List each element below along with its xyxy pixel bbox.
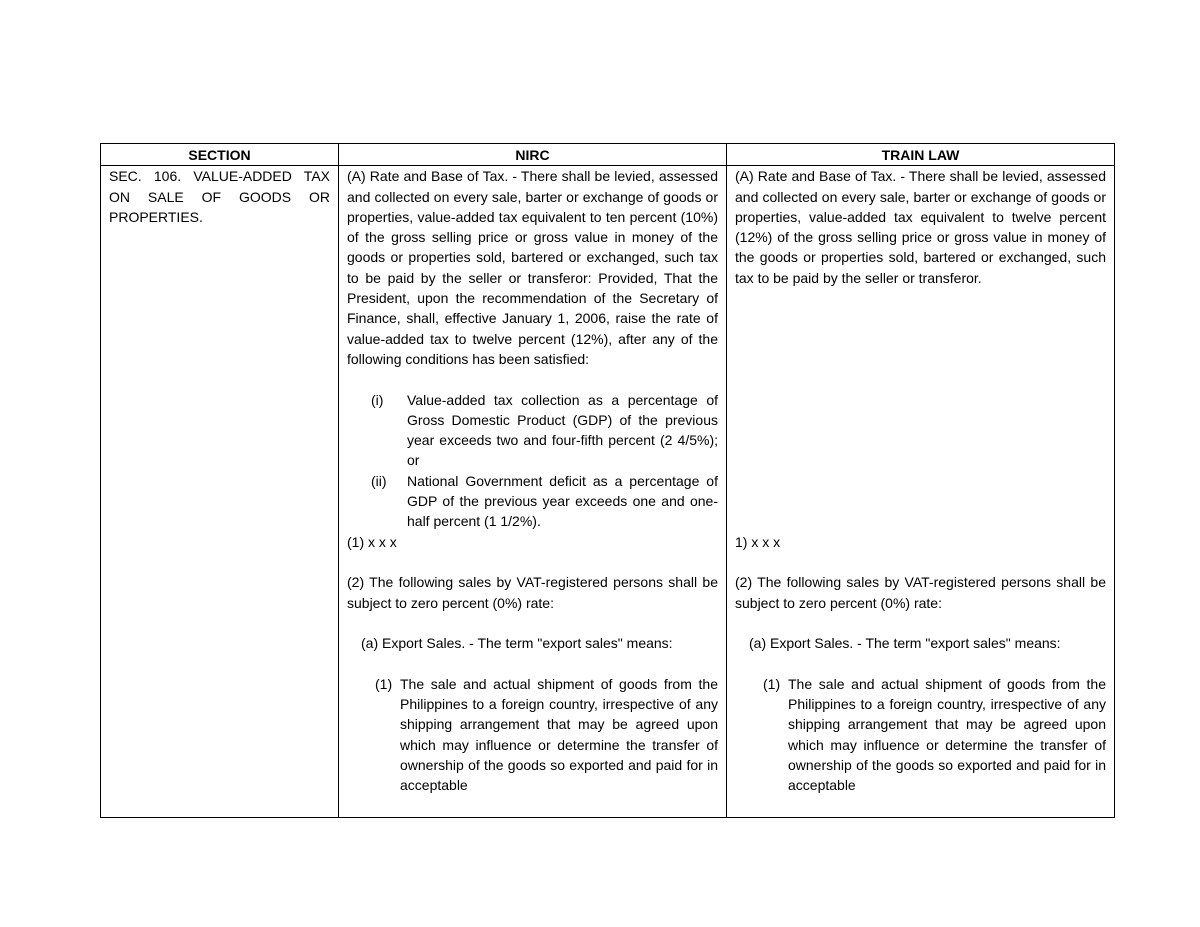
header-nirc: NIRC — [339, 144, 727, 166]
condition-text: National Government deficit as a percentage of GDP of the previous year exceeds one and one-half percent (1 1/2%). — [407, 472, 718, 530]
section-title: SEC. 106. VALUE-ADDED TAX ON SALE OF GOODS OR PROPERTIES. — [109, 168, 330, 225]
nirc-item-2: (2) The following sales by VAT-registered persons shall be subject to zero percent (0%) rate: — [347, 574, 718, 611]
train-export-item-1 — [763, 674, 1106, 796]
comparison-table — [100, 143, 1115, 818]
nirc-export-sales: (a) Export Sales. - The term "export sales" means: — [361, 635, 673, 652]
section-cell — [101, 166, 339, 818]
train-paragraph-a: (A) Rate and Base of Tax. - There shall be levied, assessed and collected on every sale, barter or exchange of goods or properties, value-added tax equivalent to twelve percent (12%) of the gross selling price or gross value in money of the goods or properties sold, bartered or exchanged, such tax to be paid by the seller or transferor. — [735, 168, 1106, 286]
nirc-cell — [339, 166, 727, 818]
train-item-2: (2) The following sales by VAT-registered persons shall be subject to zero percent (0%) rate: — [735, 574, 1106, 611]
train-cell — [727, 166, 1115, 818]
table-row — [101, 166, 1115, 818]
nirc-condition-i — [371, 390, 718, 471]
table-header-row — [101, 144, 1115, 166]
enum-text: The sale and actual shipment of goods from the Philippines to a foreign country, irrespective of any shipping arrangement that may be agreed upon which may influence or determine the transfer of ownership of the goods so exported and paid for in acceptable — [788, 675, 1106, 794]
header-section: SECTION — [101, 144, 339, 166]
header-train-law: TRAIN LAW — [727, 144, 1115, 166]
train-export-sales: (a) Export Sales. - The term "export sales" means: — [749, 635, 1061, 652]
enum-number: (1) — [375, 675, 393, 692]
nirc-paragraph-a: (A) Rate and Base of Tax. - There shall be levied, assessed and collected on every sale, barter or exchange of goods or properties, value-added tax equivalent to ten percent (10%) of the gross selling price or gross value in money of the goods or properties sold, bartered or exchanged, such tax to be paid by the seller or transferor: Provided, That the President, upon the recommendation of the Secretary of Finance, shall, effective January 1, 2006, raise the rate of value-added tax to twelve percent (12%), after any of the following conditions has been satisfied: — [347, 168, 718, 367]
train-item-1: 1) x x x — [735, 533, 781, 550]
nirc-export-item-1 — [375, 674, 718, 796]
condition-number: (ii) — [371, 472, 387, 489]
condition-text: Value-added tax collection as a percentage of Gross Domestic Product (GDP) of the previous year exceeds two and four-fifth percent (2 4/5%); or — [407, 391, 718, 469]
nirc-item-1: (1) x x x — [347, 533, 397, 550]
enum-number: (1) — [763, 675, 781, 692]
nirc-condition-ii — [371, 471, 718, 532]
condition-number: (i) — [371, 391, 384, 408]
enum-text: The sale and actual shipment of goods from the Philippines to a foreign country, irrespective of any shipping arrangement that may be agreed upon which may influence or determine the transfer of ownership of the goods so exported and paid for in acceptable — [400, 675, 718, 794]
